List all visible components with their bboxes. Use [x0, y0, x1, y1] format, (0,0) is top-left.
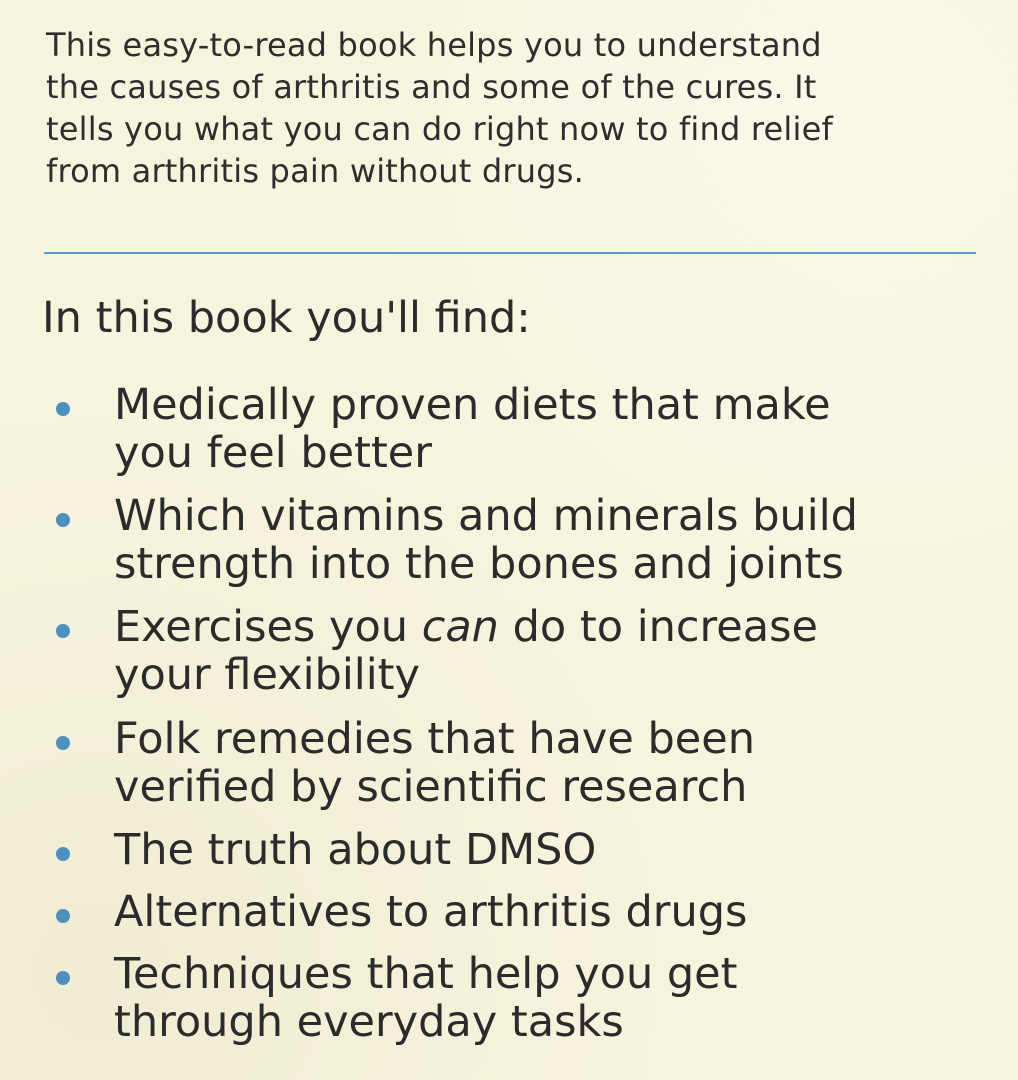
feature-text: Folk remedies that have been verified by scientific research — [114, 714, 755, 812]
feature-text: Medically proven diets that make you feel better — [114, 380, 831, 478]
bullet-icon — [56, 909, 70, 923]
bullet-icon — [56, 513, 70, 527]
bullet-icon — [56, 624, 70, 638]
bullet-icon — [56, 847, 70, 861]
feature-text-part: do to increase your flexibility — [114, 602, 818, 700]
feature-text: Alternatives to arthritis drugs — [114, 887, 748, 937]
bullet-icon — [56, 402, 70, 416]
feature-text: Techniques that help you get through everyday tasks — [114, 949, 738, 1047]
bullet-icon — [56, 971, 70, 985]
bullet-icon — [56, 736, 70, 750]
feature-text-part: Exercises you — [114, 602, 422, 652]
section-divider — [44, 252, 976, 254]
feature-text: Which vitamins and minerals build strength into the bones and joints — [114, 491, 858, 589]
intro-paragraph: This easy-to-read book helps you to understand the causes of arthritis and some of the cures. It tells you what you can do right now to find relief from arthritis pain without drugs. — [46, 26, 833, 190]
section-heading: In this book you'll find: — [42, 293, 531, 343]
feature-text — [114, 603, 944, 699]
feature-text: The truth about DMSO — [114, 825, 597, 875]
feature-emphasis: can — [421, 602, 499, 652]
